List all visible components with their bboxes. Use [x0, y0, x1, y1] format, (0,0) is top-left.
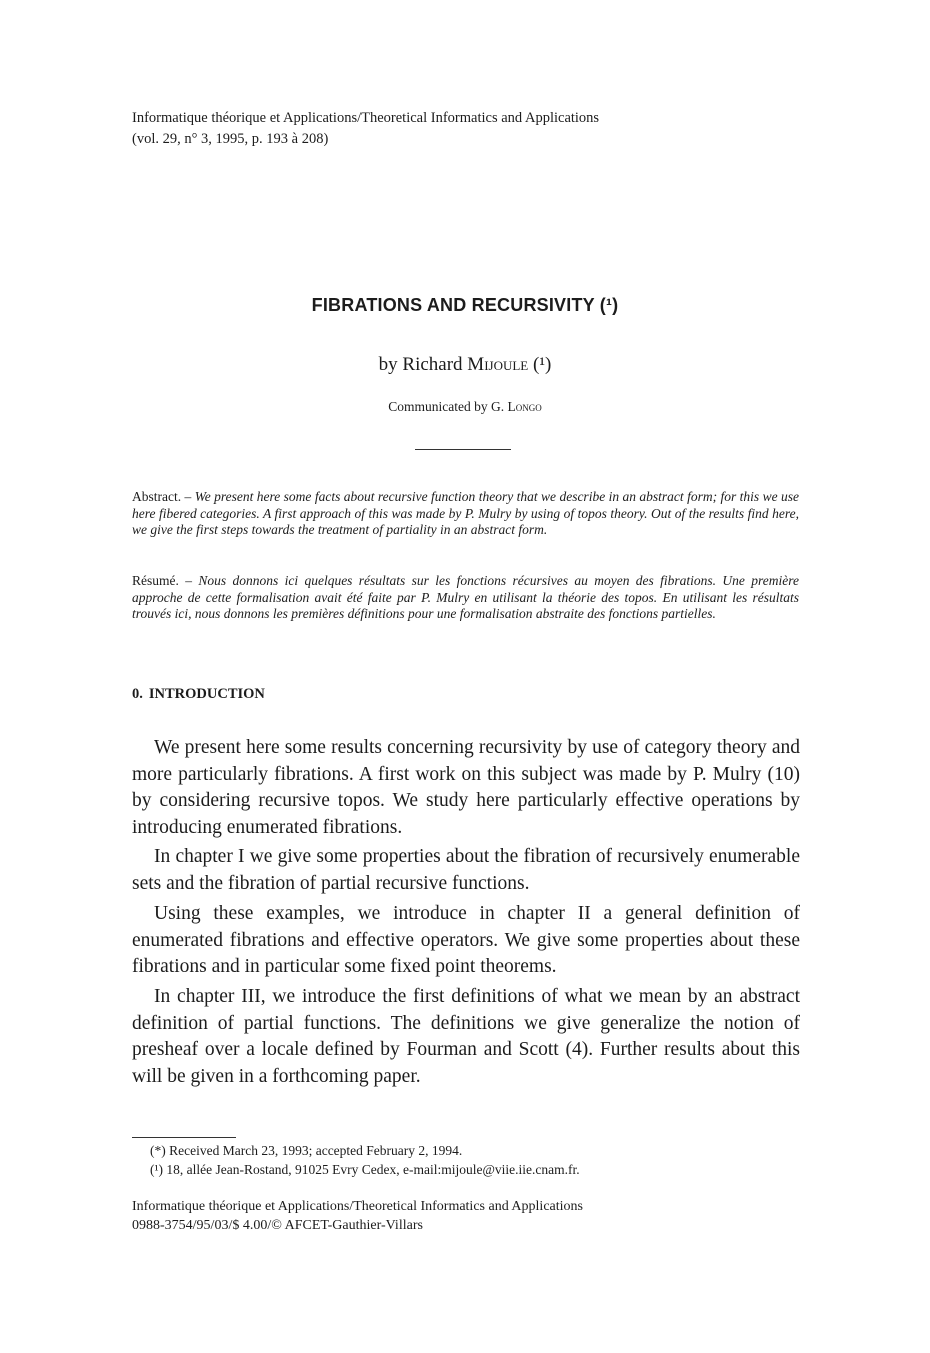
abstract-label: Abstract. –	[132, 489, 192, 504]
footnote-mark: (¹)	[150, 1162, 164, 1177]
title-text: FIBRATIONS AND RECURSIVITY	[311, 295, 595, 315]
footnote-text: Received March 23, 1993; accepted February 2, 1994.	[169, 1143, 463, 1158]
footnote-divider	[132, 1137, 236, 1138]
body-paragraph	[132, 844, 800, 897]
section-heading	[132, 686, 265, 703]
author-line	[0, 354, 930, 376]
resume	[132, 573, 799, 623]
section-number: 0.	[132, 686, 143, 702]
journal-name: Informatique théorique et Applications/Theoretical Informatics and Applications	[132, 110, 600, 126]
communicator-name: Longo	[507, 399, 542, 414]
communicated-by	[0, 399, 930, 415]
abstract	[132, 489, 799, 539]
author-footnote-mark: (¹)	[533, 354, 552, 375]
communicated-prefix: Communicated by G.	[388, 399, 505, 414]
journal-header	[132, 108, 599, 150]
title-divider	[415, 449, 511, 450]
paragraph-text: Using these examples, we introduce in chapter II a general definition of enumerated fibrations and effective operators. We give some properties about these fibrations and in particular some fixed point theorems.	[132, 903, 800, 977]
footnote-address	[150, 1161, 580, 1179]
footer-journal: Informatique théorique et Applications/Theoretical Informatics and Applications	[132, 1199, 583, 1214]
paragraph-text: In chapter I we give some properties about the fibration of recursively enumerable sets and the fibration of partial recursive functions.	[132, 846, 800, 894]
body-paragraph	[132, 984, 800, 1090]
author-name: Mijoule	[467, 354, 529, 375]
volume-info: (vol. 29, n° 3, 1995, p. 193 à 208)	[132, 131, 329, 147]
footnote-text: 18, allée Jean-Rostand, 91025 Evry Cedex, e-mail:mijoule@viie.iie.cnam.fr.	[166, 1162, 580, 1177]
footnote-mark: (*)	[150, 1143, 166, 1158]
body-paragraph	[132, 901, 800, 981]
author-prefix: by Richard	[378, 354, 463, 375]
footnote-received	[150, 1142, 462, 1160]
paragraph-text: We present here some results concerning recursivity by use of category theory and more particularly fibrations. A first work on this subject was made by P. Mulry (10) by considering recursive topos. We study here particularly effective operations by introducing enumerated fibrations.	[132, 737, 800, 838]
body-paragraph	[132, 735, 800, 841]
resume-label: Résumé. –	[132, 573, 192, 588]
abstract-text: We present here some facts about recursive function theory that we describe in an abstract form; for this we use here fibered categories. A first approach of this was made by P. Mulry by using of topos theory. Out of the results find here, we give the first steps towards the treatment of partiality in an abstract form.	[132, 489, 800, 537]
paper-title	[0, 295, 930, 316]
resume-text: Nous donnons ici quelques résultats sur les fonctions récursives au moyen des fibrations. Une première approche de cette formalisation avait été faite par P. Mulry en utilisant la théorie des topos. En utilisant les résultats trouvés ici, nous donnons les premières définitions pour une formalisation abstraite des fonctions partielles.	[132, 573, 800, 621]
section-title: INTRODUCTION	[148, 686, 265, 702]
footer-issn: 0988-3754/95/03/$ 4.00/© AFCET-Gauthier-Villars	[132, 1218, 423, 1233]
title-footnote-mark: (¹)	[599, 295, 619, 315]
paragraph-text: In chapter III, we introduce the first definitions of what we mean by an abstract definition of partial functions. The definitions we give generalize the notion of presheaf over a locale defined by Fourman and Scott (4). Further results about this will be given in a forthcoming paper.	[132, 986, 800, 1087]
page-footer	[132, 1197, 583, 1235]
